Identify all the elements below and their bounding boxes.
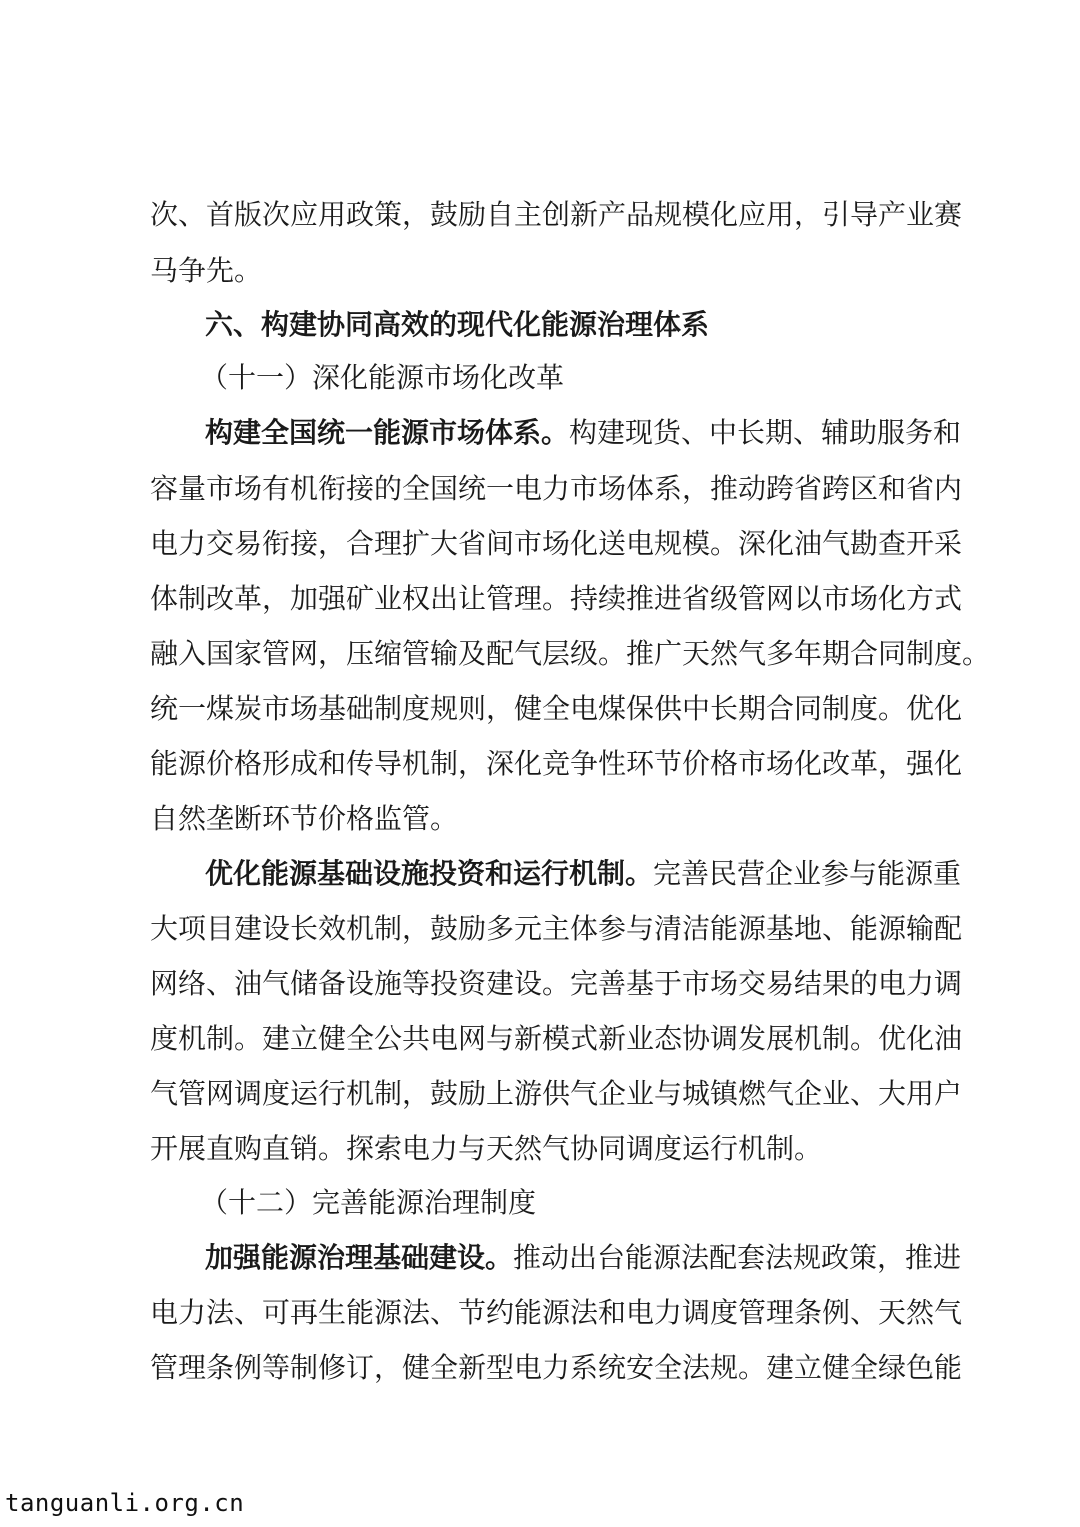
body-line: 开展直购直销。探索电力与天然气协同调度运行机制。	[150, 1132, 823, 1165]
section-heading: 六、构建协同高效的现代化能源治理体系	[205, 308, 710, 341]
body-line: 融入国家管网，压缩管输及配气层级。推广天然气多年期合同制度。	[150, 637, 991, 670]
body-line: 大项目建设长效机制，鼓励多元主体参与清洁能源基地、能源输配	[150, 912, 963, 945]
body-line: 电力交易衔接，合理扩大省间市场化送电规模。深化油气勘查开采	[150, 527, 963, 560]
paragraph-lead: 优化能源基础设施投资和运行机制。	[205, 857, 654, 890]
body-line: 管理条例等制修订，健全新型电力系统安全法规。建立健全绿色能	[150, 1351, 963, 1384]
body-line: 电力法、可再生能源法、节约能源法和电力调度管理条例、天然气	[150, 1296, 963, 1329]
body-line: 能源价格形成和传导机制，深化竞争性环节价格市场化改革，强化	[150, 747, 963, 780]
paragraph-lead-line	[205, 413, 962, 453]
body-line: 网络、油气储备设施等投资建设。完善基于市场交易结果的电力调	[150, 967, 963, 1000]
body-text: 推动出台能源法配套法规政策，推进	[513, 1241, 962, 1274]
body-line: 体制改革，加强矿业权出让管理。持续推进省级管网以市场化方式	[150, 582, 963, 615]
watermark-text: tanguanli.org.cn	[5, 1489, 245, 1517]
subsection-heading: （十二）完善能源治理制度	[200, 1186, 537, 1219]
body-line: 次、首版次应用政策，鼓励自主创新产品规模化应用，引导产业赛	[150, 198, 963, 231]
paragraph-lead-line	[205, 1238, 962, 1278]
subsection-heading: （十一）深化能源市场化改革	[200, 361, 565, 394]
paragraph-lead-line	[205, 854, 962, 894]
body-text: 构建现货、中长期、辅助服务和	[569, 416, 962, 449]
body-line: 统一煤炭市场基础制度规则，健全电煤保供中长期合同制度。优化	[150, 692, 963, 725]
body-line: 马争先。	[150, 254, 263, 287]
body-line: 容量市场有机衔接的全国统一电力市场体系，推动跨省跨区和省内	[150, 472, 963, 505]
body-line: 度机制。建立健全公共电网与新模式新业态协调发展机制。优化油	[150, 1022, 963, 1055]
body-line: 气管网调度运行机制，鼓励上游供气企业与城镇燃气企业、大用户	[150, 1077, 963, 1110]
paragraph-lead: 加强能源治理基础建设。	[205, 1241, 514, 1274]
body-text: 完善民营企业参与能源重	[653, 857, 962, 890]
body-line: 自然垄断环节价格监管。	[150, 802, 459, 835]
paragraph-lead: 构建全国统一能源市场体系。	[205, 416, 570, 449]
